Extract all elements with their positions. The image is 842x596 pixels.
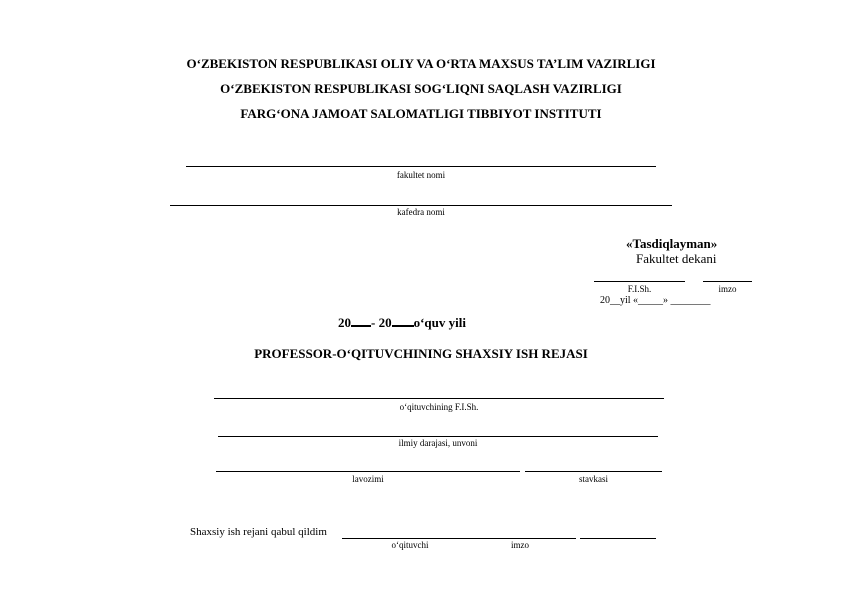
rate-line[interactable] — [525, 471, 662, 472]
approval-title: «Tasdiqlayman» — [626, 236, 718, 251]
faculty-caption: fakultet nomi — [396, 170, 446, 180]
ministry-of-higher-education-heading: O‘ZBEKISTON RESPUBLIKASI OLIY VA O‘RTA MAXSUS TA’LIM VAZIRLIGI — [186, 56, 656, 71]
year-start-blank[interactable] — [351, 313, 371, 327]
approval-role: Fakultet dekani — [636, 251, 717, 266]
acceptance-signature-caption: imzo — [511, 540, 529, 550]
institute-heading: FARG‘ONA JAMOAT SALOMATLIGI TIBBIYOT INSTITUTI — [240, 106, 602, 121]
teacher-name-line[interactable] — [214, 398, 664, 399]
department-caption: kafedra nomi — [397, 207, 445, 217]
acceptance-label: Shaxsiy ish rejani qabul qildim — [190, 526, 327, 538]
year-dash: - 20 — [371, 315, 392, 330]
acceptance-signature-line[interactable] — [580, 538, 656, 539]
position-caption: lavozimi — [352, 474, 384, 484]
document-title: PROFESSOR-O‘QITUVCHINING SHAXSIY ISH REJASI — [254, 346, 588, 361]
department-name-line[interactable] — [170, 205, 672, 206]
teacher-name-caption: o‘qituvchining F.I.Sh. — [399, 402, 479, 412]
academic-year-suffix: o‘quv yili — [413, 315, 466, 330]
faculty-name-line[interactable] — [186, 166, 656, 167]
dean-signature-line[interactable] — [703, 281, 752, 282]
approval-date-line: 20__yil «_____» ________ — [600, 295, 711, 306]
acceptance-teacher-caption: o‘qituvchi — [391, 540, 429, 550]
ministry-of-health-heading: O‘ZBEKISTON RESPUBLIKASI SOG‘LIQNI SAQLASH VAZIRLIGI — [220, 81, 622, 96]
dean-name-caption: F.I.Sh. — [627, 284, 652, 294]
dean-signature-caption: imzo — [718, 284, 737, 294]
degree-caption: ilmiy darajasi, unvoni — [398, 438, 478, 448]
year-start-prefix: 20 — [338, 315, 351, 330]
position-line[interactable] — [216, 471, 520, 472]
degree-line[interactable] — [218, 436, 658, 437]
rate-caption: stavkasi — [579, 474, 608, 484]
academic-year — [338, 313, 466, 331]
year-end-blank[interactable] — [392, 313, 414, 327]
dean-name-line[interactable] — [594, 281, 685, 282]
acceptance-teacher-line[interactable] — [342, 538, 576, 539]
